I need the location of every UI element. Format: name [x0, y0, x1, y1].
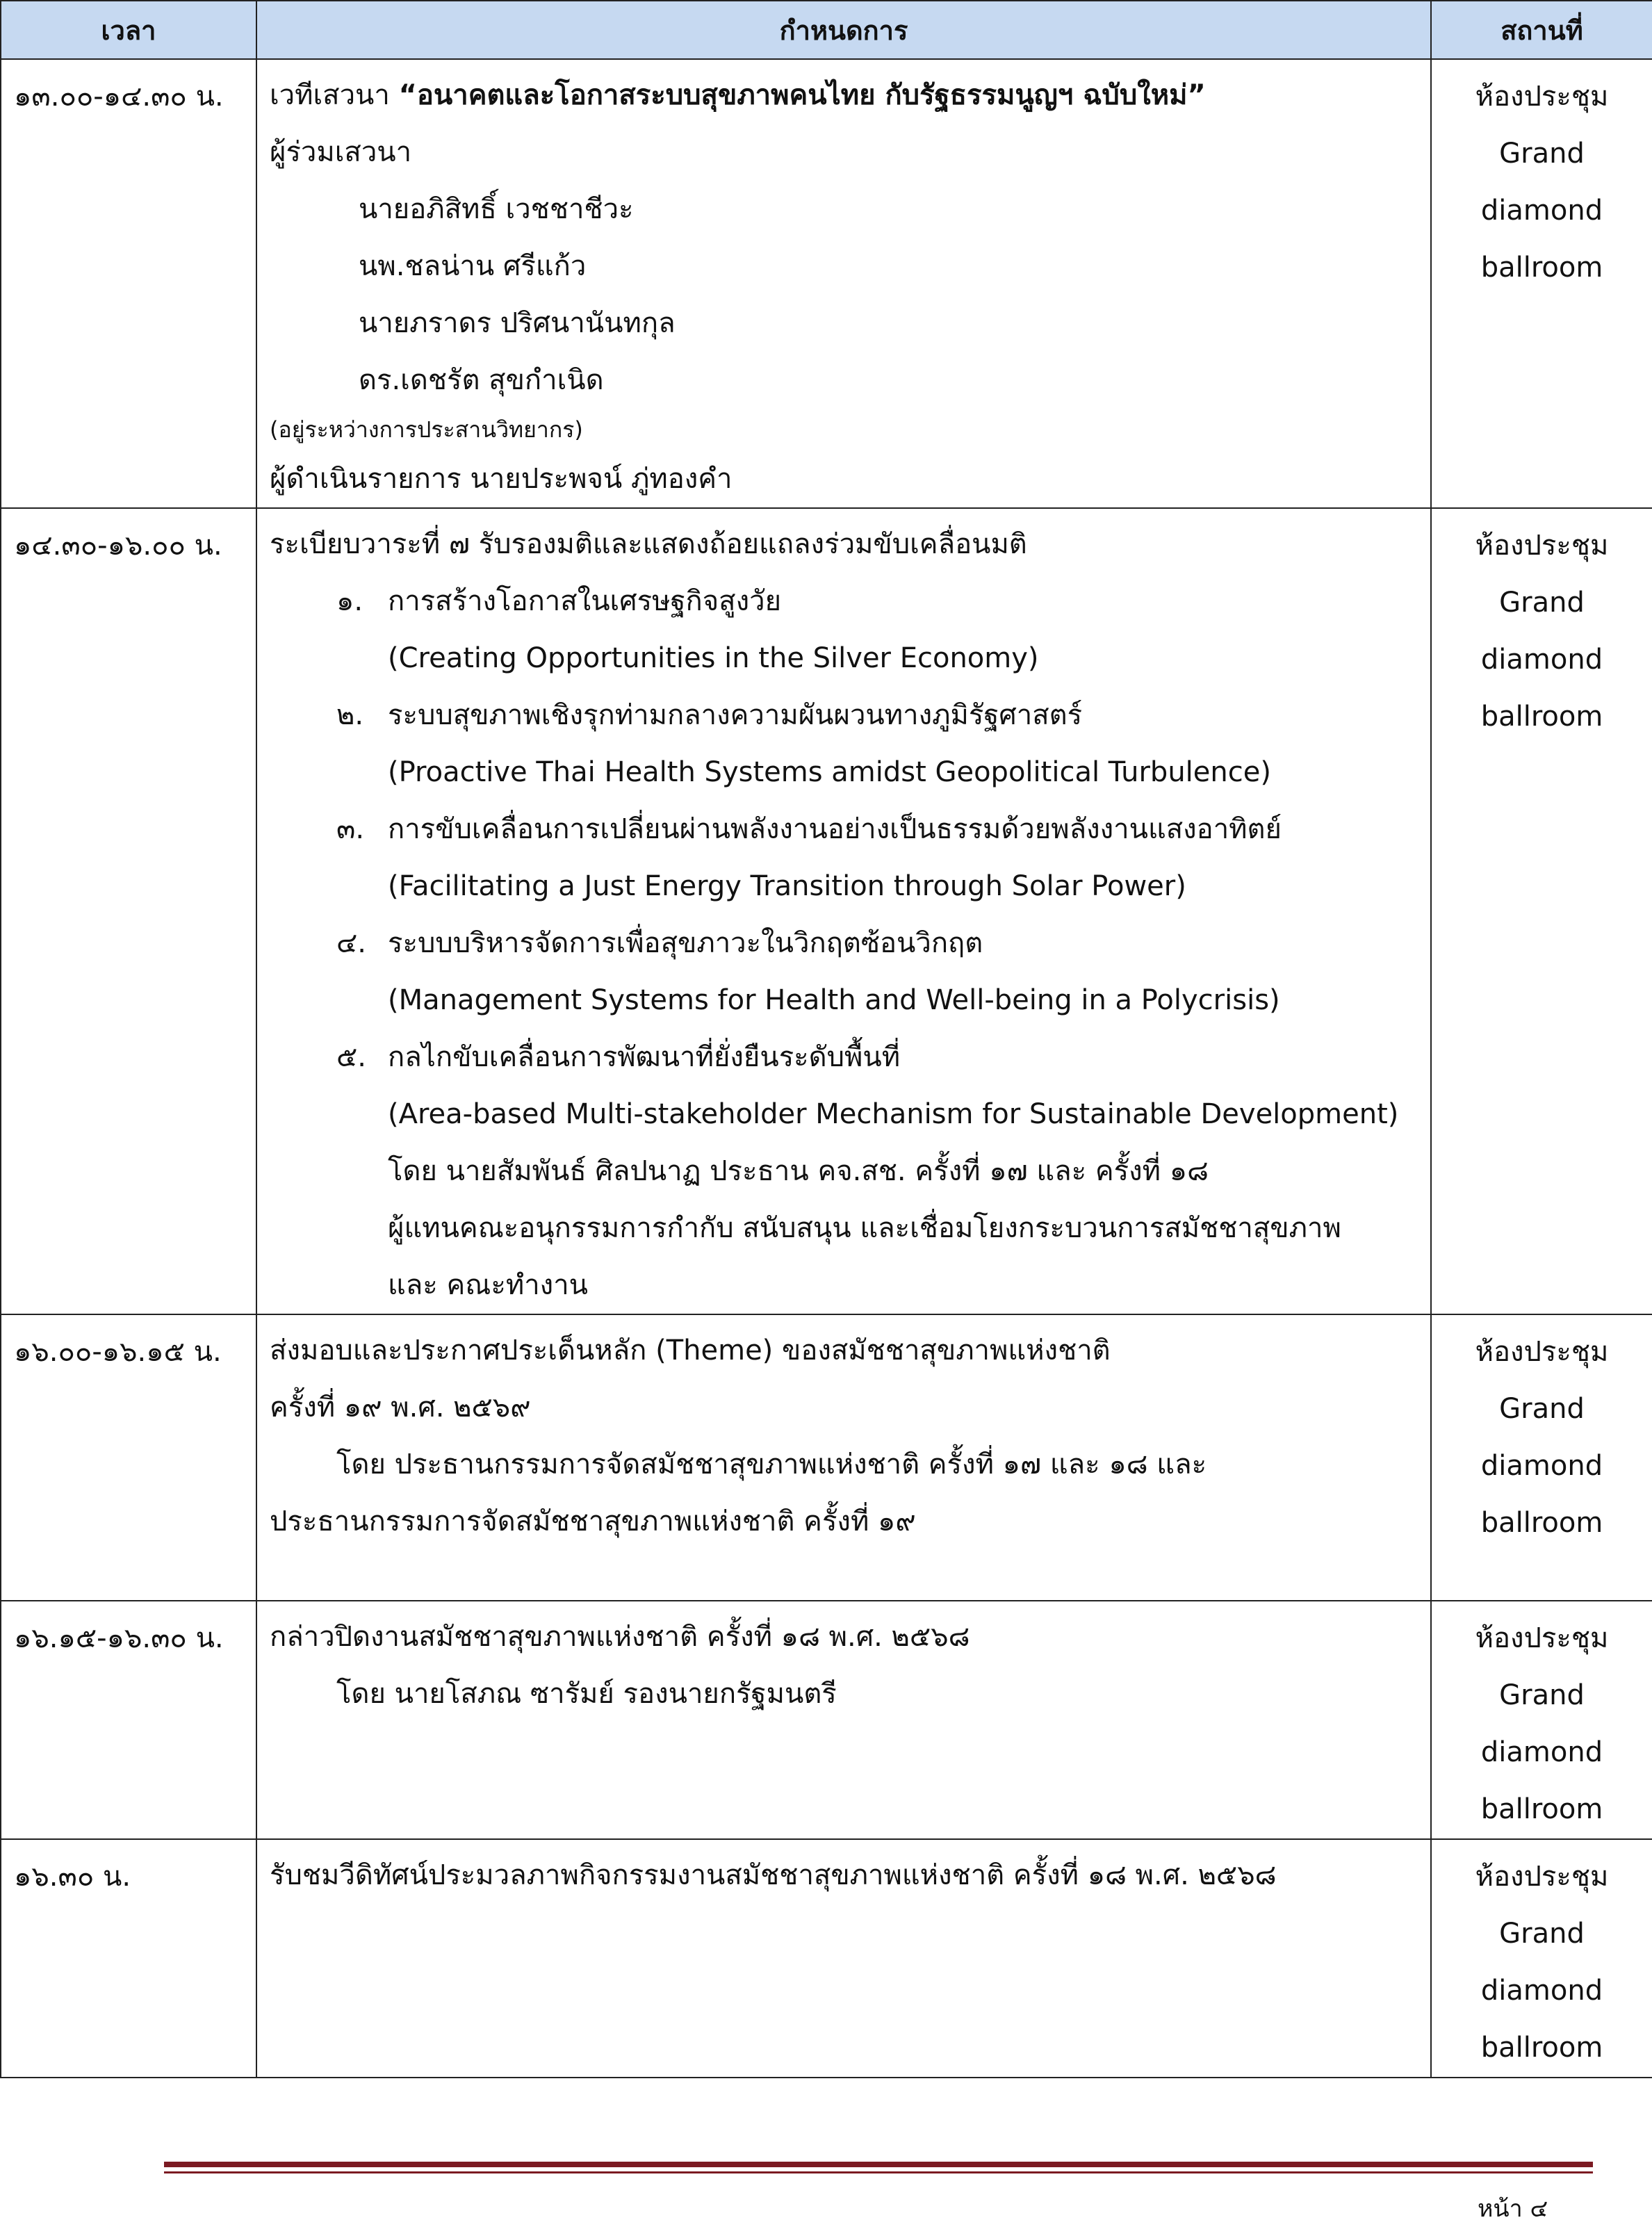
resolution-item	[270, 687, 1430, 744]
item-title-en: (Creating Opportunities in the Silver Economy)	[388, 642, 1039, 674]
header-agenda: กำหนดการ	[256, 1, 1431, 59]
item-title-th: การสร้างโอกาสในเศรษฐกิจสูงวัย	[388, 585, 782, 617]
panel-label: ผู้ร่วมเสวนา	[270, 136, 412, 168]
header-row	[1, 1, 1652, 59]
panelist: นายภราดร ปริศนานันทกุล	[359, 307, 676, 339]
venue-cell	[1431, 1839, 1652, 2078]
item-title-th: กลไกขับเคลื่อนการพัฒนาที่ยั่งยืนระดับพื้นที่	[388, 1041, 901, 1073]
venue-line: diamond	[1480, 1975, 1603, 2007]
panelist: ดร.เดชรัต สุขกำเนิด	[359, 364, 604, 396]
table-row	[1, 59, 1652, 508]
resolution-item	[270, 1029, 1430, 1086]
resolution-item	[270, 801, 1430, 858]
venue-line: ballroom	[1480, 2032, 1603, 2064]
table-row	[1, 1839, 1652, 2078]
agenda-line: ครั้งที่ ๑๙ พ.ศ. ๒๕๖๙	[270, 1392, 531, 1424]
table-row	[1, 1601, 1652, 1839]
header-time: เวลา	[1, 1, 256, 59]
agenda-line: โดย ประธานกรรมการจัดสมัชชาสุขภาพแห่งชาติ ครั้งที่ ๑๗ และ ๑๘ และ	[336, 1449, 1207, 1480]
presenter-line: ผู้แทนคณะอนุกรรมการกำกับ สนับสนุน และเชื่อมโยงกระบวนการสมัชชาสุขภาพ	[388, 1212, 1341, 1244]
resolution-item	[270, 573, 1430, 630]
moderator: ผู้ดำเนินรายการ นายประพจน์ ภู่ทองคำ	[270, 463, 733, 495]
agenda-cell	[256, 59, 1431, 508]
venue-cell	[1431, 1314, 1652, 1601]
forum-title	[270, 67, 1430, 124]
venue-line: ballroom	[1480, 1507, 1603, 1539]
header-venue: สถานที่	[1431, 1, 1652, 59]
item-number: ๔.	[336, 927, 366, 959]
agenda-line: โดย นายโสภณ ซารัมย์ รองนายกรัฐมนตรี	[336, 1678, 837, 1710]
time-cell: ๑๔.๓๐-๑๖.๐๐ น.	[1, 508, 256, 1314]
table-row	[1, 1314, 1652, 1601]
venue-line: diamond	[1480, 644, 1603, 676]
time-cell: ๑๖.๐๐-๑๖.๑๕ น.	[1, 1314, 256, 1601]
item-title-en: (Area-based Multi-stakeholder Mechanism for Sustainable Development)	[388, 1098, 1399, 1130]
agenda-line: กล่าวปิดงานสมัชชาสุขภาพแห่งชาติ ครั้งที่ ๑๘ พ.ศ. ๒๕๖๘	[270, 1621, 970, 1653]
agenda-cell	[256, 1839, 1431, 2078]
forum-title-bold: “อนาคตและโอกาสระบบสุขภาพคนไทย กับรัฐธรรมนูญฯ ฉบับใหม่”	[398, 79, 1206, 111]
venue-line: ห้องประชุม	[1475, 1336, 1609, 1368]
agenda-line: ประธานกรรมการจัดสมัชชาสุขภาพแห่งชาติ ครั้งที่ ๑๙	[270, 1506, 916, 1537]
venue-line: Grand	[1499, 587, 1585, 619]
venue-cell	[1431, 1601, 1652, 1839]
page-number: หน้า ๔	[1478, 2195, 1548, 2223]
agenda-line: ส่งมอบและประกาศประเด็นหลัก (Theme) ของสมัชชาสุขภาพแห่งชาติ	[270, 1335, 1111, 1367]
item-title-th: ระบบบริหารจัดการเพื่อสุขภาวะในวิกฤตซ้อนวิกฤต	[388, 927, 983, 959]
venue-line: diamond	[1480, 1736, 1603, 1768]
forum-title-prefix: เวทีเสวนา	[270, 79, 399, 111]
venue-line: ballroom	[1480, 1793, 1603, 1825]
agenda-item-title: ระเบียบวาระที่ ๗ รับรองมติและแสดงถ้อยแถลงร่วมขับเคลื่อนมติ	[270, 528, 1027, 560]
venue-line: Grand	[1499, 1918, 1585, 1950]
item-title-en: (Management Systems for Health and Well-being in a Polycrisis)	[388, 984, 1280, 1016]
item-number: ๑.	[336, 585, 363, 617]
agenda-cell	[256, 1601, 1431, 1839]
venue-line: ห้องประชุม	[1475, 1622, 1609, 1654]
venue-line: diamond	[1480, 1450, 1603, 1482]
panelist: นพ.ชลน่าน ศรีแก้ว	[359, 250, 587, 282]
footer-rule	[164, 2162, 1593, 2167]
venue-line: Grand	[1499, 138, 1585, 170]
item-number: ๕.	[336, 1041, 366, 1073]
time-cell: ๑๖.๑๕-๑๖.๓๐ น.	[1, 1601, 256, 1839]
time-cell: ๑๖.๓๐ น.	[1, 1839, 256, 2078]
venue-line: ห้องประชุม	[1475, 81, 1609, 113]
item-number: ๒.	[336, 699, 364, 731]
venue-line: Grand	[1499, 1679, 1585, 1711]
item-title-th: ระบบสุขภาพเชิงรุกท่ามกลางความผันผวนทางภูมิรัฐศาสตร์	[388, 699, 1083, 731]
table-row	[1, 508, 1652, 1314]
venue-line: ballroom	[1480, 701, 1603, 733]
time-cell: ๑๓.๐๐-๑๔.๓๐ น.	[1, 59, 256, 508]
item-title-en: (Proactive Thai Health Systems amidst Geopolitical Turbulence)	[388, 756, 1271, 788]
venue-cell	[1431, 59, 1652, 508]
coordination-note: (อยู่ระหว่างการประสานวิทยากร)	[270, 416, 583, 443]
agenda-line: รับชมวีดิทัศน์ประมวลภาพกิจกรรมงานสมัชชาสุขภาพแห่งชาติ ครั้งที่ ๑๘ พ.ศ. ๒๕๖๘	[270, 1859, 1277, 1891]
resolution-item	[270, 915, 1430, 972]
item-title-th: การขับเคลื่อนการเปลี่ยนผ่านพลังงานอย่างเป็นธรรมด้วยพลังงานแสงอาทิตย์	[388, 813, 1282, 845]
venue-line: ballroom	[1480, 252, 1603, 284]
agenda-cell	[256, 508, 1431, 1314]
venue-line: Grand	[1499, 1393, 1585, 1425]
venue-line: diamond	[1480, 195, 1603, 227]
item-number: ๓.	[336, 813, 365, 845]
presenter-line: และ คณะทำงาน	[388, 1269, 589, 1301]
venue-line: ห้องประชุม	[1475, 530, 1609, 562]
venue-cell	[1431, 508, 1652, 1314]
panelist: นายอภิสิทธิ์ เวชชาชีวะ	[359, 193, 634, 225]
presenter-line: โดย นายสัมพันธ์ ศิลปนาฏ ประธาน คจ.สช. ครั้งที่ ๑๗ และ ครั้งที่ ๑๘	[388, 1155, 1209, 1187]
item-title-en: (Facilitating a Just Energy Transition through Solar Power)	[388, 870, 1186, 902]
footer-rule-thin	[164, 2171, 1593, 2173]
agenda-cell	[256, 1314, 1431, 1601]
venue-line: ห้องประชุม	[1475, 1861, 1609, 1893]
